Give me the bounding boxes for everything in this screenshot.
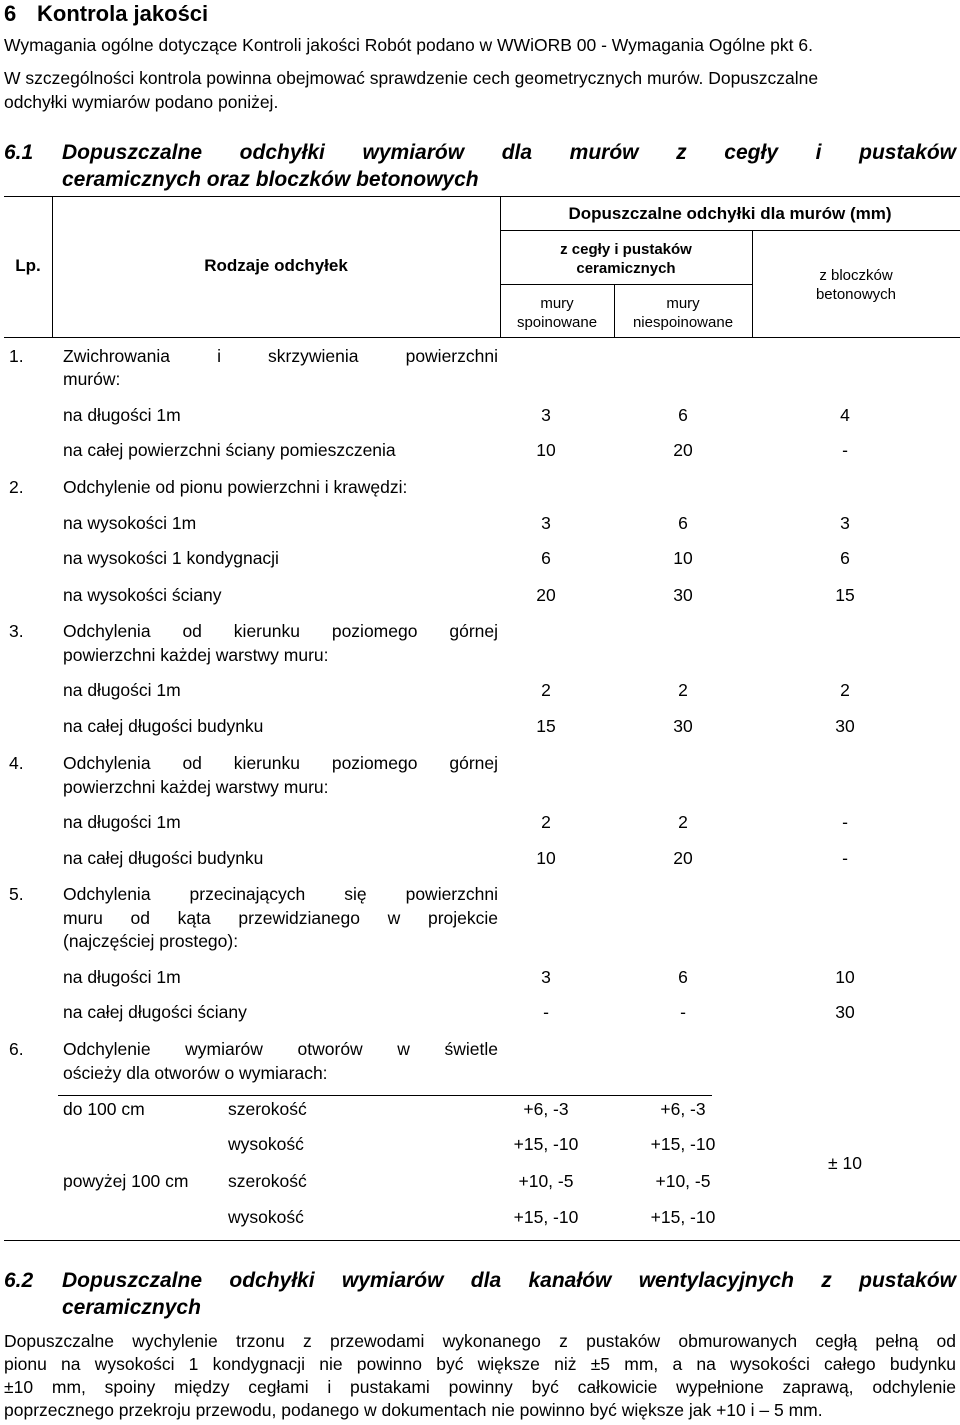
row-8-block: -	[842, 812, 848, 832]
row-4-joined: 6	[541, 548, 551, 568]
row-3-block: 3	[840, 513, 850, 533]
group-5-title-line-2: muru od kąta przewidzianego w projekcie	[63, 908, 498, 928]
row-4-block: 6	[840, 548, 850, 568]
row-3-unjoined: 6	[678, 513, 688, 533]
group-4-lp: 4.	[9, 753, 24, 773]
row-8-unjoined: 2	[678, 812, 688, 832]
intro-line-1: Wymagania ogólne dotyczące Kontroli jakości Robót podano w WWiORB 00 - Wymagania Ogólne pkt 6.	[4, 35, 813, 55]
openings-top-border	[58, 1095, 712, 1096]
group-5-title-line-1: Odchylenia przecinających się powierzchni	[63, 884, 498, 904]
opening-large-height-unjoined: +15, -10	[650, 1207, 716, 1227]
header-unjoined-line-1: mury	[666, 295, 700, 312]
subsection-2-line-4: poprzecznego przekroju przewodu, podanego w dokumentach nie powinno być większe jak +10 i – 5 mm.	[4, 1400, 823, 1420]
header-block-line-1: z bloczków	[819, 267, 893, 284]
subsection-2-number: 6.2	[4, 1269, 34, 1292]
row-6-unjoined: 2	[678, 680, 688, 700]
row-1-block: 4	[840, 405, 850, 425]
group-6-title-line-1: Odchylenie wymiarów otworów w świetle	[63, 1039, 498, 1059]
opening-small-height-label: wysokość	[228, 1134, 304, 1154]
row-5-unjoined: 30	[673, 585, 693, 605]
row-5-label: na wysokości ściany	[63, 585, 222, 605]
header-lp: Lp.	[15, 256, 41, 275]
row-11-block: 30	[835, 1002, 855, 1022]
row-10-unjoined: 6	[678, 967, 688, 987]
table-top-border	[4, 196, 960, 197]
group-4-title-line-2: powierzchni każdej warstwy muru:	[63, 777, 329, 797]
table-bottom-border	[4, 1240, 960, 1241]
header-joined-line-2: spoinowane	[516, 314, 598, 331]
group-3-lp: 3.	[9, 621, 24, 641]
row-1-joined: 3	[541, 405, 551, 425]
header-ceramic-divider	[500, 284, 752, 285]
intro-line-3: odchyłki wymiarów podano poniżej.	[4, 92, 279, 112]
opening-large-height-joined: +15, -10	[513, 1207, 579, 1227]
opening-large-height-label: wysokość	[228, 1207, 304, 1227]
opening-block-value: ± 10	[828, 1153, 862, 1173]
opening-small-width-joined: +6, -3	[523, 1099, 569, 1119]
row-7-unjoined: 30	[673, 716, 693, 736]
row-2-block: -	[842, 440, 848, 460]
header-ceramic-line-1: z cegły i pustaków	[560, 241, 692, 258]
opening-large-label: powyżej 100 cm	[63, 1171, 189, 1191]
group-4-title-line-1: Odchylenia od kierunku poziomego górnej	[63, 753, 498, 773]
opening-small-height-unjoined: +15, -10	[650, 1134, 716, 1154]
header-ceramic	[500, 240, 752, 278]
header-block-line-2: betonowych	[815, 286, 897, 303]
row-6-block: 2	[840, 680, 850, 700]
group-3-title-line-2: powierzchni każdej warstwy muru:	[63, 645, 329, 665]
section-number: 6	[4, 1, 17, 26]
row-5-joined: 20	[536, 585, 556, 605]
section-title: Kontrola jakości	[37, 1, 209, 26]
row-11-label: na całej długości ściany	[63, 1002, 247, 1022]
group-6-title-line-2: ościeży dla otworów o wymiarach:	[63, 1063, 328, 1083]
header-joined-line-1: mury	[540, 295, 574, 312]
intro-line-2: W szczególności kontrola powinna obejmować sprawdzenie cech geometrycznych murów. Dopuszczalne	[4, 68, 819, 88]
row-7-joined: 15	[536, 716, 556, 736]
header-group: Dopuszczalne odchyłki dla murów (mm)	[568, 204, 892, 223]
row-11-joined: -	[543, 1002, 549, 1022]
row-9-label: na całej długości budynku	[63, 848, 264, 868]
group-1-title-line-2: murów:	[63, 369, 121, 389]
row-6-joined: 2	[541, 680, 551, 700]
row-10-joined: 3	[541, 967, 551, 987]
row-10-label: na długości 1m	[63, 967, 181, 987]
header-ceramic-line-2: ceramicznych	[576, 260, 676, 277]
row-7-block: 30	[835, 716, 855, 736]
opening-large-width-unjoined: +10, -5	[655, 1171, 711, 1191]
row-8-joined: 2	[541, 812, 551, 832]
row-5-block: 15	[835, 585, 855, 605]
group-6-lp: 6.	[9, 1039, 24, 1059]
group-2-title-line-1: Odchylenie od pionu powierzchni i krawędzi:	[63, 477, 408, 497]
subsection-1-number: 6.1	[4, 141, 34, 164]
row-3-label: na wysokości 1m	[63, 513, 197, 533]
subsection-2-line-3: ±10 mm, spoiny między cegłami i pustakami powinny być całkowicie wypełnione zaprawą, odchylenie	[4, 1377, 956, 1397]
header-group-divider	[500, 230, 960, 231]
header-type: Rodzaje odchyłek	[204, 256, 348, 275]
opening-small-width-unjoined: +6, -3	[660, 1099, 706, 1119]
row-1-label: na długości 1m	[63, 405, 181, 425]
row-3-joined: 3	[541, 513, 551, 533]
subsection-1-title-line-2: ceramicznych oraz bloczków betonowych	[62, 168, 479, 191]
subsection-2-line-1: Dopuszczalne wychylenie trzonu z przewodami wykonanego z pustaków obmurowanych cegłą pełną od	[4, 1331, 956, 1351]
opening-small-height-joined: +15, -10	[513, 1134, 579, 1154]
row-2-joined: 10	[536, 440, 556, 460]
row-11-unjoined: -	[680, 1002, 686, 1022]
group-5-title-line-3: (najczęściej prostego):	[63, 931, 239, 951]
row-10-block: 10	[835, 967, 855, 987]
group-2-lp: 2.	[9, 477, 24, 497]
group-5-lp: 5.	[9, 884, 24, 904]
subsection-2-line-2: pionu na wysokości 1 kondygnacji nie powinno być większe niż ±5 mm, a na wysokości całego budynku	[4, 1354, 956, 1374]
group-1-lp: 1.	[9, 346, 24, 366]
header-joined	[500, 294, 614, 332]
row-8-label: na długości 1m	[63, 812, 181, 832]
row-9-block: -	[842, 848, 848, 868]
row-7-label: na całej długości budynku	[63, 716, 264, 736]
subsection-2-title-line-2: ceramicznych	[62, 1296, 201, 1319]
row-9-joined: 10	[536, 848, 556, 868]
group-1-title-line-1: Zwichrowania i skrzywienia powierzchni	[63, 346, 498, 366]
opening-small-width-label: szerokość	[228, 1099, 307, 1119]
header-block	[752, 266, 960, 304]
group-3-title-line-1: Odchylenia od kierunku poziomego górnej	[63, 621, 498, 641]
subsection-2-title-line-1: Dopuszczalne odchyłki wymiarów dla kanałów wentylacyjnych z pustaków	[62, 1269, 956, 1292]
opening-large-width-label: szerokość	[228, 1171, 307, 1191]
header-bottom-border	[4, 337, 960, 338]
row-6-label: na długości 1m	[63, 680, 181, 700]
header-unjoined-line-2: niespoinowane	[632, 314, 734, 331]
subsection-1-title-line-1: Dopuszczalne odchyłki wymiarów dla murów z cegły i pustaków	[62, 141, 956, 164]
row-2-label: na całej powierzchni ściany pomieszczenia	[63, 440, 396, 460]
row-4-label: na wysokości 1 kondygnacji	[63, 548, 279, 568]
row-9-unjoined: 20	[673, 848, 693, 868]
row-2-unjoined: 20	[673, 440, 693, 460]
row-1-unjoined: 6	[678, 405, 688, 425]
header-unjoined	[614, 294, 752, 332]
opening-large-width-joined: +10, -5	[518, 1171, 574, 1191]
opening-small-label: do 100 cm	[63, 1099, 145, 1119]
row-4-unjoined: 10	[673, 548, 693, 568]
